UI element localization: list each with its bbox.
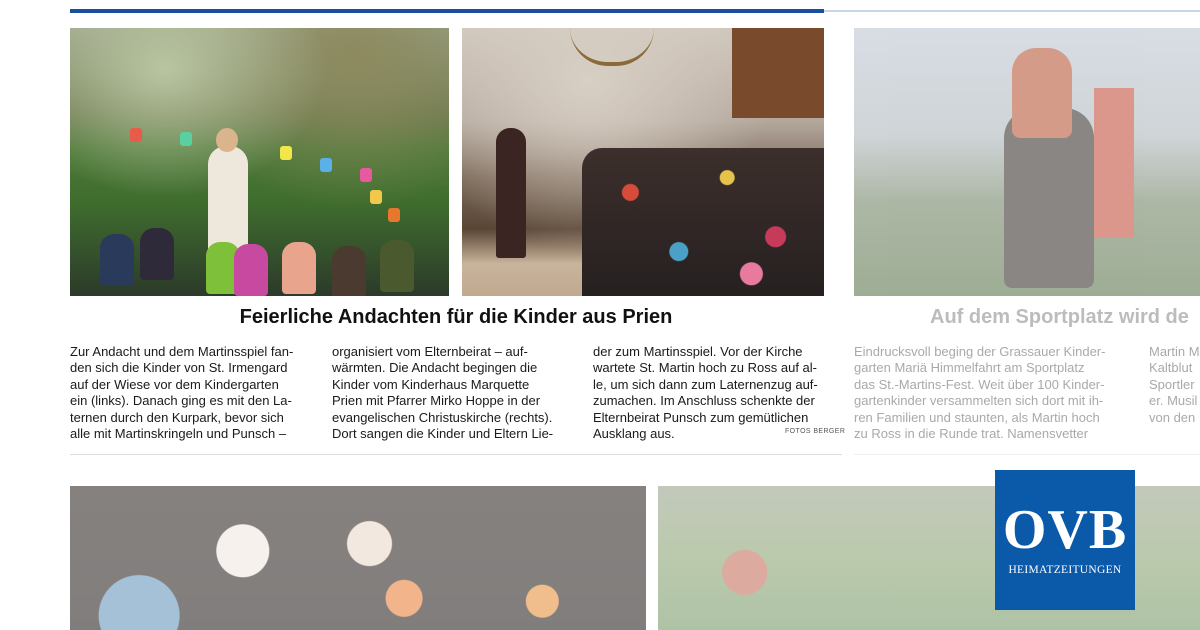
text-line: von den bbox=[1149, 409, 1196, 425]
article-headline-faded: Auf dem Sportplatz wird de bbox=[930, 306, 1189, 328]
photo-church-interior bbox=[462, 28, 824, 296]
lantern bbox=[180, 132, 192, 146]
text-line: Prien mit Pfarrer Mirko Hoppe in der bbox=[332, 393, 541, 409]
text-line: auf der Wiese vor dem Kindergarten bbox=[70, 376, 279, 392]
text-line: organisiert vom Elternbeirat – auf- bbox=[332, 344, 528, 359]
child-figure bbox=[100, 234, 134, 286]
text-line: le, um sich dann zum Laternenzug auf- bbox=[593, 376, 818, 392]
text-line: Zur Andacht und dem Martinsspiel fan- bbox=[70, 344, 294, 359]
text-line: evangelischen Christuskirche (rechts). bbox=[332, 409, 553, 425]
logo-wordmark: OVB bbox=[1002, 499, 1128, 561]
text-line: alle mit Martinskringeln und Punsch – bbox=[70, 426, 287, 442]
photo-outdoor-lantern-service bbox=[70, 28, 449, 296]
text-line: Kaltblut bbox=[1149, 360, 1193, 376]
header-rule-faded bbox=[824, 10, 1200, 12]
priest-head bbox=[216, 128, 238, 152]
article-column bbox=[70, 344, 320, 442]
text-line: wärmten. Die Andacht begingen die bbox=[332, 360, 538, 376]
text-line: Elternbeirat Punsch zum gemütlichen bbox=[593, 409, 809, 425]
text-line: ternen durch den Kurpark, bevor sich bbox=[70, 409, 284, 425]
child-figure bbox=[234, 244, 268, 296]
photo-night-lantern-children bbox=[70, 486, 646, 630]
text-line: zumachen. Im Anschluss schenkte der bbox=[593, 393, 815, 409]
text-line: ein (links). Danach ging es mit den La- bbox=[70, 393, 292, 409]
text-line: den sich die Kinder von St. Irmengard bbox=[70, 360, 288, 376]
divider bbox=[70, 454, 842, 455]
lantern bbox=[320, 158, 332, 172]
child-figure bbox=[140, 228, 174, 280]
lantern bbox=[130, 128, 142, 142]
text-line: das St.-Martins-Fest. Weit über 100 Kinder- bbox=[854, 376, 1105, 392]
chandelier bbox=[570, 28, 654, 66]
text-line: Sportler bbox=[1149, 376, 1195, 392]
header-rule bbox=[70, 9, 824, 13]
ovb-logo bbox=[995, 470, 1135, 610]
text-line: Kinder vom Kinderhaus Marquette bbox=[332, 376, 530, 392]
text-line: wartete St. Martin hoch zu Ross auf al- bbox=[593, 360, 817, 376]
text-line: ren Familien und staunten, als Martin hoch bbox=[854, 409, 1100, 425]
text-line: Martin M bbox=[1149, 344, 1200, 359]
text-line: der zum Martinsspiel. Vor der Kirche bbox=[593, 344, 803, 359]
children-crowd bbox=[582, 148, 824, 296]
article-headline: Feierliche Andachten für die Kinder aus Prien bbox=[239, 306, 673, 328]
child-figure bbox=[380, 240, 414, 292]
article-column-faded bbox=[1149, 344, 1200, 426]
lantern bbox=[388, 208, 400, 222]
lantern bbox=[370, 190, 382, 204]
wooden-balcony bbox=[732, 28, 824, 118]
text-line: Ausklang aus. bbox=[593, 426, 675, 442]
text-line: Eindrucksvoll beging der Grassauer Kinder- bbox=[854, 344, 1106, 359]
text-line: zu Ross in die Runde trat. Namensvetter bbox=[854, 426, 1089, 442]
article-column-faded bbox=[854, 344, 1139, 442]
text-line: gartenkinder versammelten sich dort mit ih- bbox=[854, 393, 1104, 409]
divider-faded bbox=[854, 454, 1200, 455]
photo-credit: FOTOS BERGER bbox=[785, 428, 846, 435]
text-line: garten Mariä Himmelfahrt am Sportplatz bbox=[854, 360, 1085, 376]
text-line: er. Musil bbox=[1149, 393, 1198, 409]
logo-subtitle: HEIMATZEITUNGEN bbox=[1008, 564, 1122, 576]
child-figure bbox=[332, 246, 366, 296]
red-cloak bbox=[1094, 88, 1134, 238]
text-line: Dort sangen die Kinder und Eltern Lie- bbox=[332, 426, 554, 442]
st-martin-rider bbox=[1012, 48, 1072, 138]
lantern bbox=[360, 168, 372, 182]
photo-st-martin-horse bbox=[854, 28, 1200, 296]
article-column bbox=[332, 344, 582, 442]
pastor-figure bbox=[496, 128, 526, 258]
child-figure bbox=[282, 242, 316, 294]
lantern bbox=[280, 146, 292, 160]
